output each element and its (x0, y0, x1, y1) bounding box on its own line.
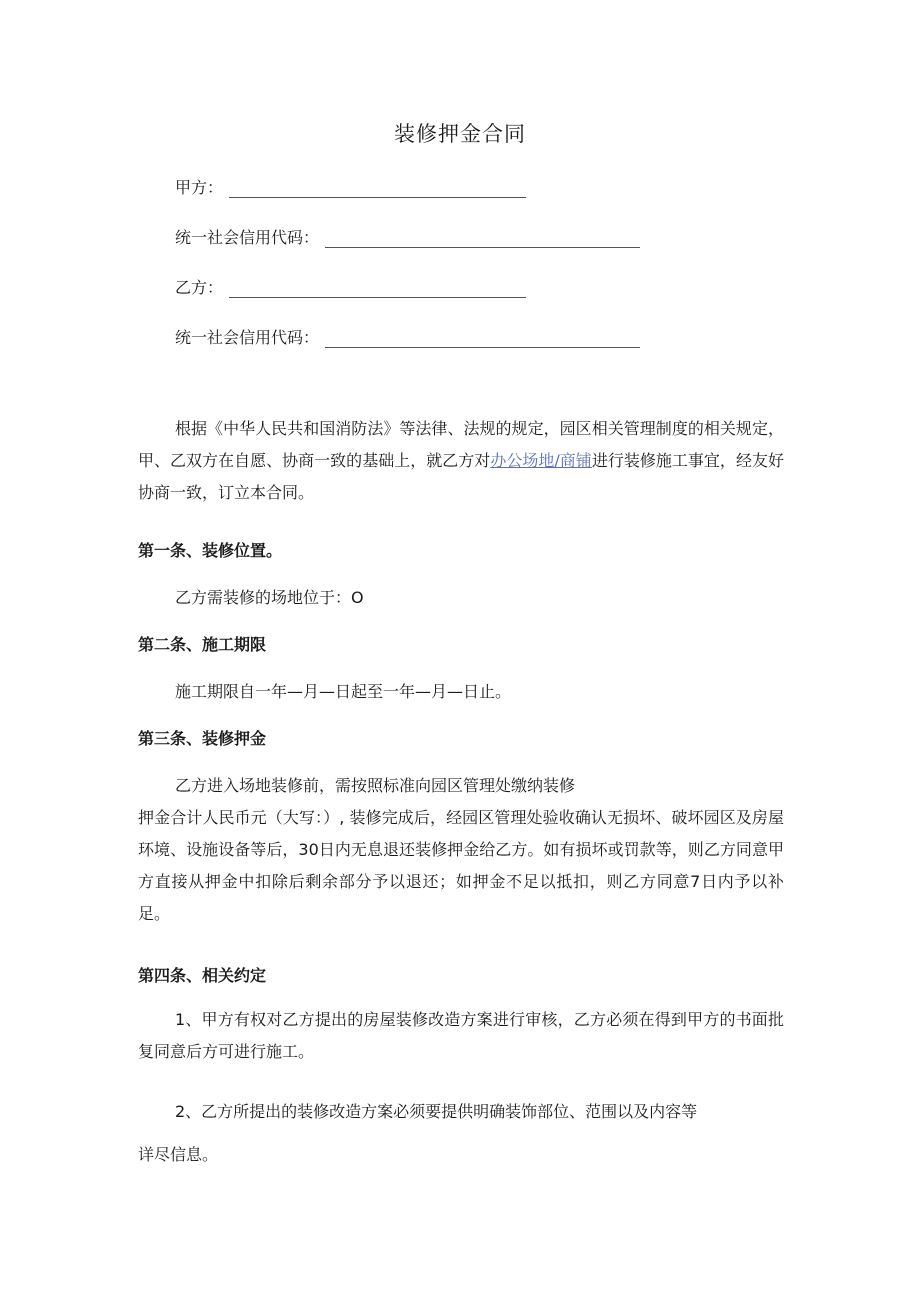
article3-line1: 乙方进入场地装修前，需按照标准向园区管理处缴纳装修 (175, 776, 576, 795)
article4-item2-line2: 详尽信息。 (138, 1145, 219, 1164)
party-b-credit-code-row (175, 324, 640, 348)
party-b-blank[interactable] (229, 279, 526, 298)
article1-heading: 第一条、装修位置。 (138, 541, 283, 560)
party-a-row (175, 174, 526, 198)
party-a-credit-code-row (175, 224, 640, 248)
intro-paragraph (138, 413, 784, 509)
party-a-blank[interactable] (229, 179, 526, 198)
article2-heading: 第二条、施工期限 (138, 635, 267, 654)
party-a-label: 甲方： (175, 178, 224, 197)
article3-heading: 第三条、装修押金 (138, 729, 267, 748)
document-title: 装修押金合同 (394, 122, 526, 146)
article2-text: 施工期限自一年—月—日起至一年—月—日止。 (175, 682, 512, 701)
article4-item1: 1、甲方有权对乙方提出的房屋装修改造方案进行审核，乙方必须在得到甲方的书面批复同意后方可进行施工。 (138, 1010, 784, 1061)
party-b-credit-code-label: 统一社会信用代码： (175, 328, 320, 347)
article1-text: 乙方需装修的场地位于：O (175, 588, 364, 607)
intro-text-2: 进行装修施工事宜，经友好协商一致，订立本合同。 (138, 451, 784, 502)
party-a-credit-code-blank[interactable] (325, 229, 640, 248)
party-b-row (175, 274, 526, 298)
party-b-label: 乙方： (175, 278, 224, 297)
article3-body: 押金合计人民币元（大写：）, 装修完成后，经园区管理处验收确认无损坏、破坏园区及房屋环境、设施设备等后，30日内无息退还装修押金给乙方。如有损坏或罚款等，则乙方同意甲方直接从押金中扣除后剩余部分予以退还；如押金不足以抵扣，则乙方同意7日内予以补足。 (138, 808, 784, 923)
premises-type-link[interactable]: 办公场地/商铺 (490, 451, 592, 470)
party-a-credit-code-label: 统一社会信用代码： (175, 228, 320, 247)
article4-item2-line1: 2、乙方所提出的装修改造方案必须要提供明确装饰部位、范围以及内容等 (175, 1102, 698, 1121)
party-b-credit-code-blank[interactable] (325, 329, 640, 348)
article4-heading: 第四条、相关约定 (138, 966, 267, 985)
intro-text-1: 根据《中华人民共和国消防法》等法律、法规的规定，园区相关管理制度的相关规定，甲、乙双方在自愿、协商一致的基础上，就乙方对 (138, 419, 784, 470)
